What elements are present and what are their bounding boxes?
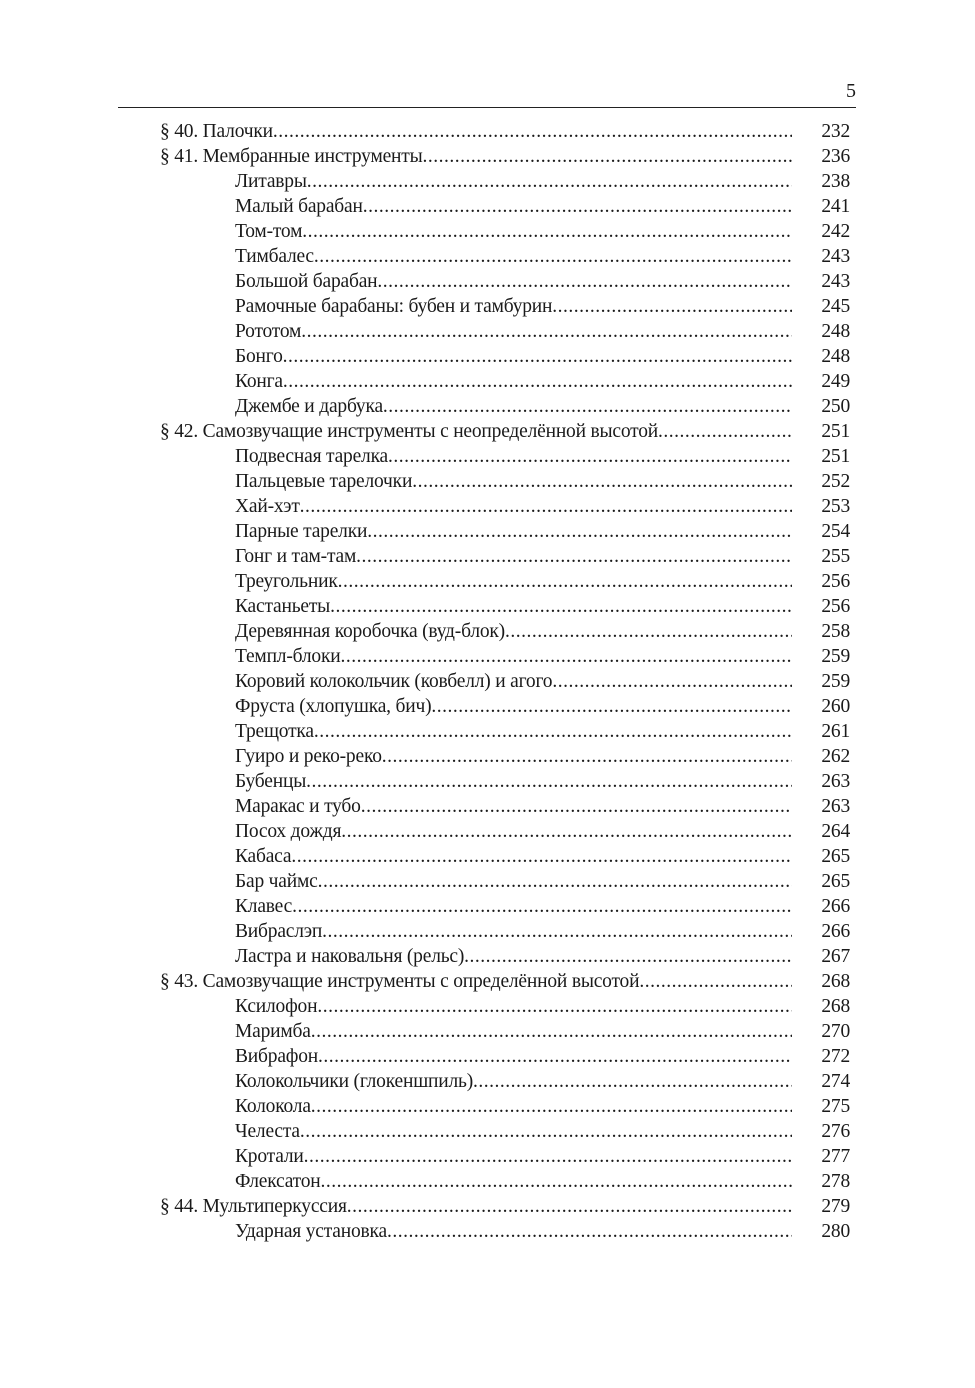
toc-entry-page: 265 <box>821 846 850 867</box>
dot-leader <box>367 519 792 544</box>
toc-entry-title: Джембе и дарбука <box>235 396 383 417</box>
toc-entry-title: Клавес <box>235 896 293 917</box>
dot-leader <box>412 469 792 494</box>
toc-subentry[interactable] <box>160 1144 850 1169</box>
dot-leader <box>552 669 792 694</box>
toc-entry-title: § 41. Мембранные инструменты <box>160 146 423 167</box>
toc-subentry[interactable] <box>160 194 850 219</box>
toc-entry-page: 254 <box>821 521 850 542</box>
toc-section-entry[interactable] <box>160 119 850 144</box>
toc-subentry[interactable] <box>160 469 850 494</box>
toc-entry-title: Деревянная коробочка (вуд-блок) <box>235 621 505 642</box>
toc-subentry[interactable] <box>160 1069 850 1094</box>
table-of-contents <box>160 119 850 1244</box>
dot-leader <box>388 444 792 469</box>
toc-entry-title: Конга <box>235 371 283 392</box>
toc-subentry[interactable] <box>160 569 850 594</box>
dot-leader <box>321 1169 792 1194</box>
dot-leader <box>311 1019 792 1044</box>
toc-entry-page: 258 <box>821 621 850 642</box>
dot-leader <box>361 794 792 819</box>
toc-entry-title: Малый барабан <box>235 196 363 217</box>
toc-subentry[interactable] <box>160 394 850 419</box>
toc-entry-page: 242 <box>821 221 850 242</box>
toc-entry-title: Посох дождя <box>235 821 342 842</box>
dot-leader <box>382 744 792 769</box>
toc-entry-title: Литавры <box>235 171 307 192</box>
dot-leader <box>341 819 792 844</box>
dot-leader <box>273 119 792 144</box>
toc-section-entry[interactable] <box>160 1194 850 1219</box>
toc-entry-title: Большой барабан <box>235 271 378 292</box>
dot-leader <box>283 344 792 369</box>
toc-entry-page: 243 <box>821 246 850 267</box>
dot-leader <box>363 194 792 219</box>
toc-entry-page: 276 <box>821 1121 850 1142</box>
toc-subentry[interactable] <box>160 644 850 669</box>
toc-section-entry[interactable] <box>160 419 850 444</box>
toc-subentry[interactable] <box>160 269 850 294</box>
toc-entry-title: § 44. Мультиперкуссия <box>160 1196 347 1217</box>
toc-entry-page: 263 <box>821 771 850 792</box>
toc-entry-title: Темпл-блоки <box>235 646 341 667</box>
toc-entry-page: 279 <box>821 1196 850 1217</box>
dot-leader <box>330 594 792 619</box>
toc-subentry[interactable] <box>160 994 850 1019</box>
toc-entry-title: Пальцевые тарелочки <box>235 471 413 492</box>
toc-entry-title: Маракас и тубо <box>235 796 361 817</box>
dot-leader <box>314 719 792 744</box>
toc-entry-title: Треугольник <box>235 571 338 592</box>
toc-subentry[interactable] <box>160 594 850 619</box>
toc-subentry[interactable] <box>160 1094 850 1119</box>
toc-entry-title: Подвесная тарелка <box>235 446 388 467</box>
toc-entry-page: 277 <box>821 1146 850 1167</box>
toc-subentry[interactable] <box>160 494 850 519</box>
toc-subentry[interactable] <box>160 219 850 244</box>
toc-subentry[interactable] <box>160 519 850 544</box>
dot-leader <box>283 369 792 394</box>
header-rule <box>118 107 856 108</box>
toc-entry-page: 241 <box>821 196 850 217</box>
toc-subentry[interactable] <box>160 369 850 394</box>
toc-entry-title: § 43. Самозвучащие инструменты с определённой высотой <box>160 971 640 992</box>
toc-entry-page: 255 <box>821 546 850 567</box>
dot-leader <box>423 144 792 169</box>
toc-subentry[interactable] <box>160 769 850 794</box>
toc-entry-page: 263 <box>821 796 850 817</box>
dot-leader <box>383 394 792 419</box>
toc-entry-page: 275 <box>821 1096 850 1117</box>
toc-entry-title: Том-том <box>235 221 303 242</box>
dot-leader <box>552 294 792 319</box>
dot-leader <box>387 1219 792 1244</box>
toc-subentry[interactable] <box>160 619 850 644</box>
dot-leader <box>311 1094 792 1119</box>
toc-subentry[interactable] <box>160 869 850 894</box>
toc-entry-title: § 42. Самозвучащие инструменты с неопределённой высотой <box>160 421 659 442</box>
toc-subentry[interactable] <box>160 244 850 269</box>
toc-entry-page: 270 <box>821 1021 850 1042</box>
toc-subentry[interactable] <box>160 744 850 769</box>
dot-leader <box>300 1119 792 1144</box>
toc-entry-title: Ударная установка <box>235 1221 387 1242</box>
dot-leader <box>377 269 792 294</box>
toc-entry-page: 238 <box>821 171 850 192</box>
dot-leader <box>317 994 792 1019</box>
toc-subentry[interactable] <box>160 1219 850 1244</box>
toc-section-entry[interactable] <box>160 969 850 994</box>
toc-entry-page: 267 <box>821 946 850 967</box>
toc-entry-title: Гонг и там-там <box>235 546 357 567</box>
toc-entry-page: 252 <box>821 471 850 492</box>
toc-entry-page: 280 <box>821 1221 850 1242</box>
dot-leader <box>464 944 792 969</box>
toc-subentry[interactable] <box>160 844 850 869</box>
toc-entry-title: Маримба <box>235 1021 311 1042</box>
toc-entry-page: 268 <box>821 996 850 1017</box>
toc-entry-title: Фруста (хлопушка, бич) <box>235 696 432 717</box>
toc-entry-title: Вибрафон <box>235 1046 318 1067</box>
toc-entry-page: 232 <box>821 121 850 142</box>
toc-subentry[interactable] <box>160 1119 850 1144</box>
dot-leader <box>306 769 792 794</box>
toc-subentry[interactable] <box>160 694 850 719</box>
dot-leader <box>340 644 792 669</box>
dot-leader <box>356 544 792 569</box>
toc-entry-page: 278 <box>821 1171 850 1192</box>
dot-leader <box>300 494 792 519</box>
toc-subentry[interactable] <box>160 919 850 944</box>
toc-entry-page: 259 <box>821 671 850 692</box>
toc-entry-page: 262 <box>821 746 850 767</box>
toc-entry-page: 266 <box>821 896 850 917</box>
toc-section-entry[interactable] <box>160 144 850 169</box>
toc-entry-title: Кротали <box>235 1146 304 1167</box>
toc-entry-page: 256 <box>821 596 850 617</box>
toc-subentry[interactable] <box>160 1169 850 1194</box>
dot-leader <box>338 569 792 594</box>
dot-leader <box>318 1044 792 1069</box>
toc-entry-title: Бар чаймс <box>235 871 318 892</box>
toc-entry-page: 265 <box>821 871 850 892</box>
toc-entry-title: Коровий колокольчик (ковбелл) и агого <box>235 671 553 692</box>
dot-leader <box>302 219 792 244</box>
toc-entry-page: 248 <box>821 321 850 342</box>
toc-entry-title: Хай-хэт <box>235 496 300 517</box>
toc-entry-title: Трещотка <box>235 721 314 742</box>
toc-subentry[interactable] <box>160 319 850 344</box>
toc-entry-title: Колокола <box>235 1096 311 1117</box>
toc-entry-page: 236 <box>821 146 850 167</box>
toc-entry-title: Колокольчики (глокеншпиль) <box>235 1071 474 1092</box>
toc-subentry[interactable] <box>160 1044 850 1069</box>
toc-entry-title: Ластра и наковальня (рельс) <box>235 946 465 967</box>
dot-leader <box>322 919 792 944</box>
toc-entry-page: 261 <box>821 721 850 742</box>
toc-entry-title: Ксилофон <box>235 996 318 1017</box>
dot-leader <box>304 1144 792 1169</box>
toc-entry-title: Челеста <box>235 1121 300 1142</box>
toc-entry-page: 274 <box>821 1071 850 1092</box>
toc-entry-title: Парные тарелки <box>235 521 368 542</box>
dot-leader <box>473 1069 792 1094</box>
dot-leader <box>658 419 792 444</box>
toc-entry-title: Гуиро и реко-реко <box>235 746 382 767</box>
toc-subentry[interactable] <box>160 894 850 919</box>
toc-subentry[interactable] <box>160 544 850 569</box>
dot-leader <box>318 869 792 894</box>
toc-entry-page: 251 <box>821 446 850 467</box>
dot-leader <box>291 844 792 869</box>
toc-entry-page: 260 <box>821 696 850 717</box>
toc-entry-page: 249 <box>821 371 850 392</box>
toc-subentry[interactable] <box>160 719 850 744</box>
toc-entry-page: 259 <box>821 646 850 667</box>
dot-leader <box>639 969 792 994</box>
toc-subentry[interactable] <box>160 819 850 844</box>
toc-entry-page: 251 <box>821 421 850 442</box>
toc-entry-title: Тимбалес <box>235 246 314 267</box>
toc-entry-page: 250 <box>821 396 850 417</box>
toc-entry-page: 245 <box>821 296 850 317</box>
toc-entry-title: Кастаньеты <box>235 596 331 617</box>
toc-entry-title: Флексатон <box>235 1171 321 1192</box>
toc-subentry[interactable] <box>160 444 850 469</box>
toc-entry-title: Бонго <box>235 346 283 367</box>
toc-subentry[interactable] <box>160 944 850 969</box>
toc-entry-page: 243 <box>821 271 850 292</box>
toc-entry-page: 253 <box>821 496 850 517</box>
toc-entry-page: 272 <box>821 1046 850 1067</box>
toc-entry-title: Бубенцы <box>235 771 307 792</box>
toc-entry-page: 256 <box>821 571 850 592</box>
dot-leader <box>505 619 792 644</box>
toc-subentry[interactable] <box>160 1019 850 1044</box>
toc-entry-page: 268 <box>821 971 850 992</box>
toc-entry-title: § 40. Палочки <box>160 121 273 142</box>
toc-subentry[interactable] <box>160 794 850 819</box>
toc-subentry[interactable] <box>160 169 850 194</box>
toc-subentry[interactable] <box>160 669 850 694</box>
toc-entry-title: Вибраслэп <box>235 921 323 942</box>
toc-entry-page: 264 <box>821 821 850 842</box>
dot-leader <box>347 1194 792 1219</box>
page-number: 5 <box>846 80 856 102</box>
dot-leader <box>301 319 792 344</box>
dot-leader <box>314 244 792 269</box>
dot-leader <box>431 694 792 719</box>
dot-leader <box>292 894 792 919</box>
toc-subentry[interactable] <box>160 294 850 319</box>
toc-entry-title: Рототом <box>235 321 302 342</box>
toc-entry-page: 266 <box>821 921 850 942</box>
toc-entry-title: Рамочные барабаны: бубен и тамбурин <box>235 296 553 317</box>
toc-subentry[interactable] <box>160 344 850 369</box>
toc-entry-page: 248 <box>821 346 850 367</box>
toc-entry-title: Кабаса <box>235 846 292 867</box>
dot-leader <box>307 169 792 194</box>
